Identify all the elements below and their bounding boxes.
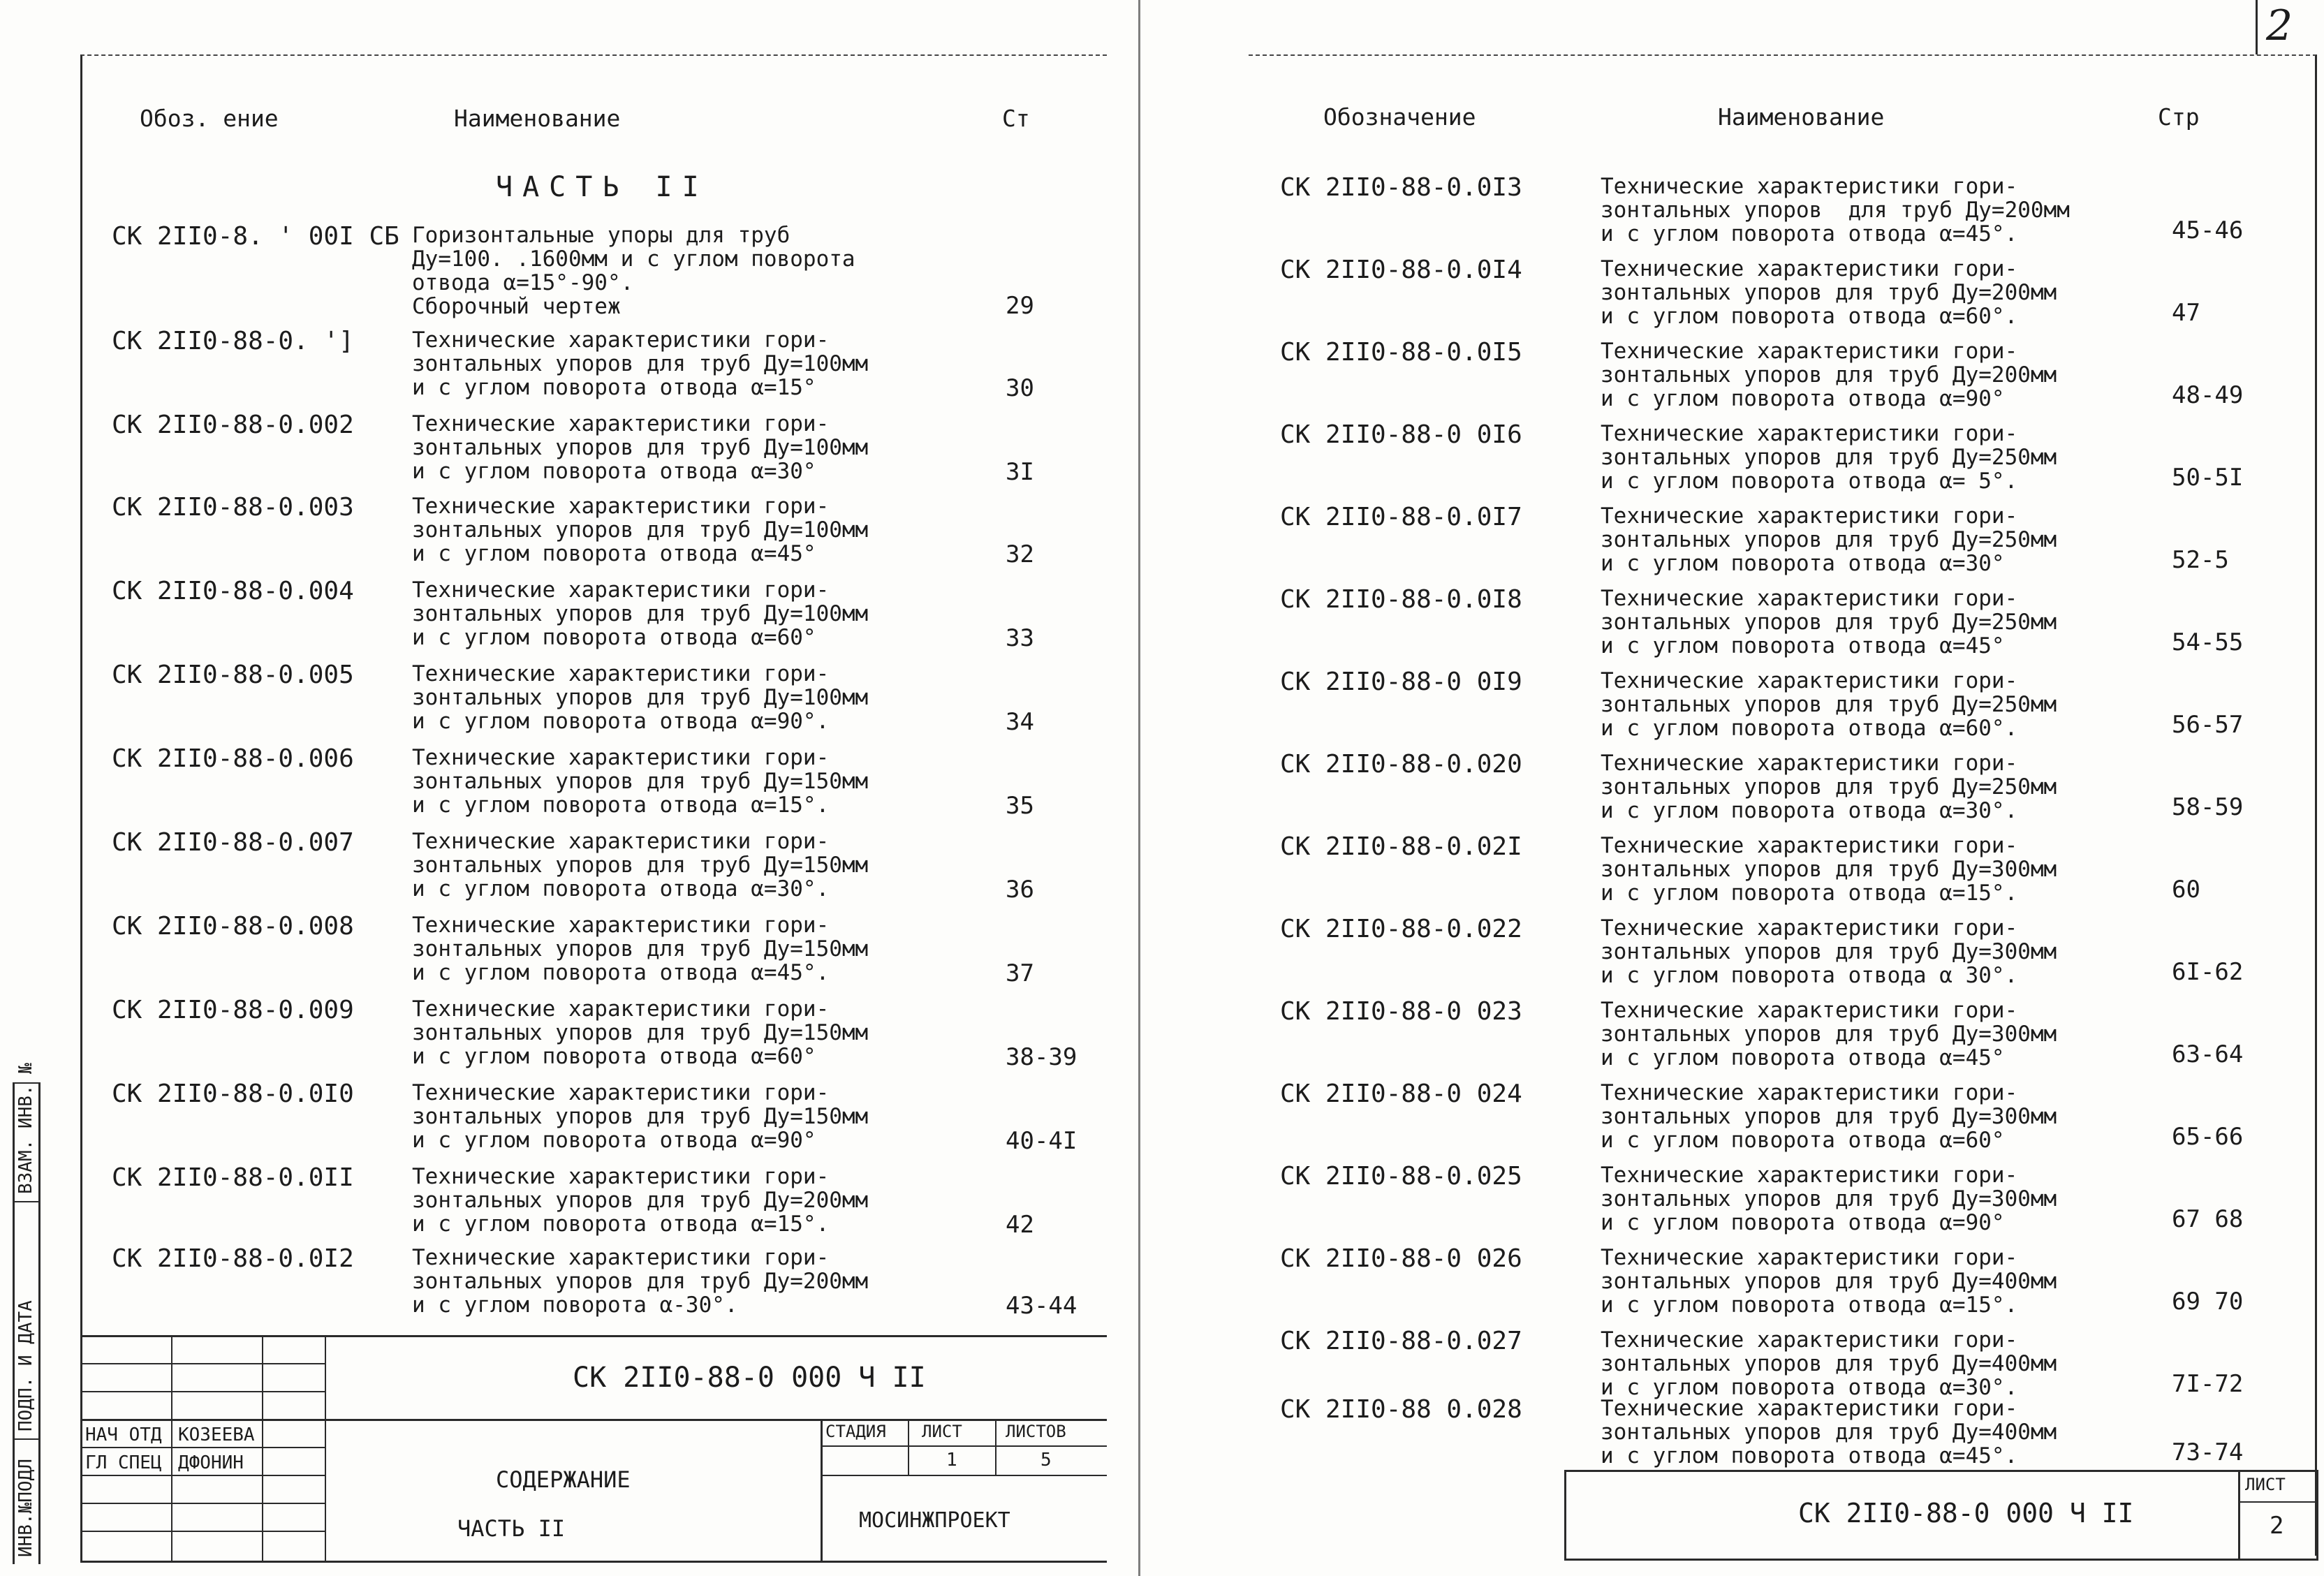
row-page: 34	[1006, 708, 1034, 736]
row-name: Технические характеристики гори- зонтальных упоров для труб Ду=250мм и с углом поворота отвода α=30°.	[1601, 751, 2057, 823]
row-name: Технические характеристики гори- зонтальных упоров для труб Ду=250мм и с углом поворота отвода α= 5°.	[1601, 421, 2057, 494]
side-label-inv: ИНВ.№ПОДЛ	[15, 1459, 36, 1557]
right-doc-code: СК 2II0-88-0 000 Ч II	[1798, 1498, 2134, 1529]
row-page: 69 70	[2172, 1288, 2244, 1316]
row-name: Технические характеристики гори- зонтальных упоров для труб Ду=100мм и с углом поворота отвода α=30°	[412, 411, 869, 484]
row-code: СК 2II0-88-0.022	[1280, 915, 1522, 943]
row-code: СК 2II0-88-0.0I2	[112, 1244, 354, 1273]
row-page: 42	[1006, 1211, 1034, 1239]
role-chief-spec: ГЛ СПЕЦ	[85, 1452, 162, 1473]
row-page: 3I	[1006, 458, 1034, 486]
row-page: 38-39	[1006, 1043, 1078, 1071]
right-sheet-number: 2	[2270, 1512, 2284, 1540]
row-page: 6I-62	[2172, 958, 2244, 986]
row-page: 40-4I	[1006, 1127, 1078, 1155]
row-code: СК 2II0-88-0.0I7	[1280, 503, 1522, 531]
row-code: СК 2II0-88-0 023	[1280, 997, 1522, 1026]
row-name: Технические характеристики гори- зонтальных упоров для труб Ду=300мм и с углом поворота отвода α=45°	[1601, 998, 2057, 1070]
row-code: СК 2II0-88-0.020	[1280, 750, 1522, 779]
row-name: Технические характеристики гори- зонтальных упоров для труб Ду=150мм и с углом поворота отвода α=90°	[412, 1080, 869, 1153]
row-page: 35	[1006, 792, 1034, 820]
stamp-title-part: ЧАСТЬ II	[457, 1515, 566, 1542]
row-page: 30	[1006, 374, 1034, 402]
row-name: Технические характеристики гори- зонтальных упоров для труб Ду=150мм и с углом поворота отвода α=15°.	[412, 745, 869, 818]
row-name: Технические характеристики гори- зонтальных упоров для труб Ду=250мм и с углом поворота отвода α=30°	[1601, 503, 2057, 576]
col-sheets: ЛИСТОВ	[1006, 1422, 1066, 1441]
sheets-total: 5	[1040, 1450, 1052, 1471]
left-doc-code: СК 2II0-88-0 000 Ч II	[573, 1362, 926, 1394]
row-name: Технические характеристики гори- зонтальных упоров для труб Ду=100мм и с углом поворота отвода α=15°	[412, 327, 869, 400]
row-page: 52-5	[2172, 546, 2229, 574]
row-page: 7I-72	[2172, 1370, 2244, 1398]
row-page: 60	[2172, 876, 2200, 904]
row-code: СК 2II0-88-0.0II	[112, 1163, 354, 1192]
row-name: Технические характеристики гори- зонтальных упоров для труб Ду=400мм и с углом поворота отвода α=15°.	[1601, 1245, 2057, 1318]
row-name: Технические характеристики гори- зонтальных упоров для труб Ду=200мм и с углом поворота отвода α=90°	[1601, 339, 2057, 411]
row-page: 37	[1006, 959, 1034, 987]
row-name: Технические характеристики гори- зонтальных упоров для труб Ду=250мм и с углом поворота отвода α=60°.	[1601, 668, 2057, 741]
row-page: 47	[2172, 299, 2200, 327]
row-page: 29	[1006, 292, 1034, 320]
stamp-title-contents: СОДЕРЖАНИЕ	[496, 1466, 631, 1493]
row-name: Технические характеристики гори- зонтальных упоров для труб Ду=250мм и с углом поворота отвода α=45°	[1601, 586, 2057, 658]
row-name: Технические характеристики гори- зонтальных упоров для труб Ду=150мм и с углом поворота отвода α=45°.	[412, 913, 869, 985]
row-name: Технические характеристики гори- зонтальных упоров для труб Ду=200мм и с углом поворота отвода α=60°.	[1601, 256, 2057, 329]
row-code: СК 2II0-88-0.0I5	[1280, 338, 1522, 367]
row-code: СК 2II0-88-0.0I4	[1280, 256, 1522, 284]
row-name: Технические характеристики гори- зонтальных упоров для труб Ду=400мм и с углом поворота отвода α=30°.	[1601, 1327, 2057, 1400]
row-page: 58-59	[2172, 793, 2244, 821]
row-name: Технические характеристики гори- зонтальных упоров для труб Ду=150мм и с углом поворота отвода α=30°.	[412, 829, 869, 901]
row-page: 48-49	[2172, 381, 2244, 409]
right-col-sheet: ЛИСТ	[2245, 1475, 2286, 1494]
row-name: Технические характеристики гори- зонтальных упоров для труб Ду=300мм и с углом поворота отвода α=90°	[1601, 1163, 2057, 1235]
row-name: Технические характеристики гори- зонтальных упоров для труб Ду=200мм и с углом поворота отвода α=45°.	[1601, 174, 2070, 246]
row-code: СК 2II0-8. ' 00I СБ	[112, 222, 399, 251]
row-page: 65-66	[2172, 1123, 2244, 1151]
part-title: ЧАСТЬ II	[496, 171, 709, 203]
row-code: СК 2II0-88-0.006	[112, 744, 354, 773]
row-code: СК 2II0-88-0. ']	[112, 327, 354, 355]
row-name: Горизонтальные упоры для труб Ду=100. .1600мм и с углом поворота отвода α=15°-90°. Сборочный чертеж	[412, 223, 855, 319]
row-page: 56-57	[2172, 711, 2244, 739]
row-page: 50-5I	[2172, 464, 2244, 492]
row-page: 54-55	[2172, 628, 2244, 656]
row-code: СК 2II0-88-0.002	[112, 411, 354, 439]
row-code: СК 2II0-88-0.027	[1280, 1327, 1522, 1355]
right-header-designation: Обозначение	[1323, 103, 1476, 131]
left-header-designation: Обоз. ение	[140, 105, 279, 132]
row-code: СК 2II0-88-0.009	[112, 996, 354, 1024]
row-name: Технические характеристики гори- зонтальных упоров для труб Ду=200мм и с углом поворота отвода α=15°.	[412, 1164, 869, 1237]
row-code: СК 2II0-88-0.003	[112, 493, 354, 522]
row-code: СК 2II0-88-0 026	[1280, 1244, 1522, 1273]
person-kozeeva: КОЗЕЕВА	[178, 1424, 255, 1445]
left-header-page: Ст	[1002, 105, 1030, 132]
person-afonin: ДФОНИН	[178, 1452, 244, 1473]
row-name: Технические характеристики гори- зонтальных упоров для труб Ду=100мм и с углом поворота отвода α=45°	[412, 494, 869, 566]
row-name: Технические характеристики гори- зонтальных упоров для труб Ду=300мм и с углом поворота отвода α=60°	[1601, 1080, 2057, 1153]
row-page: 33	[1006, 624, 1034, 652]
row-name: Технические характеристики гори- зонтальных упоров для труб Ду=300мм и с углом поворота отвода α=15°.	[1601, 833, 2057, 906]
row-page: 63-64	[2172, 1040, 2244, 1068]
row-code: СК 2II0-88-0 024	[1280, 1080, 1522, 1108]
right-header-page: Стр	[2158, 103, 2200, 131]
side-label-sign: ПОДП. И ДАТА	[15, 1300, 36, 1431]
role-head-dept: НАЧ ОТД	[85, 1424, 162, 1445]
row-name: Технические характеристики гори- зонтальных упоров для труб Ду=100мм и с углом поворота отвода α=90°.	[412, 661, 869, 734]
col-sheet: ЛИСТ	[922, 1422, 962, 1441]
row-code: СК 2II0-88-0.008	[112, 912, 354, 941]
row-name: Технические характеристики гори- зонтальных упоров для труб Ду=300мм и с углом поворота отвода α 30°.	[1601, 915, 2057, 988]
row-name: Технические характеристики гори- зонтальных упоров для труб Ду=400мм и с углом поворота отвода α=45°.	[1601, 1396, 2057, 1468]
fold-line	[1138, 0, 1140, 1576]
row-code: СК 2II0-88-0 0I9	[1280, 668, 1522, 696]
row-code: СК 2II0-88-0.0I0	[112, 1080, 354, 1108]
row-code: СК 2II0-88-0.02I	[1280, 832, 1522, 861]
row-name: Технические характеристики гори- зонтальных упоров для труб Ду=200мм и с углом поворота α-30°.	[412, 1245, 869, 1318]
col-stage: СТАДИЯ	[825, 1422, 886, 1441]
row-code: СК 2II0-88-0 0I6	[1280, 420, 1522, 449]
right-header-name: Наименование	[1718, 103, 1885, 131]
row-code: СК 2II0-88-0.005	[112, 661, 354, 689]
row-code: СК 2II0-88-0.0I8	[1280, 585, 1522, 614]
row-code: СК 2II0-88-0.0I3	[1280, 173, 1522, 202]
row-name: Технические характеристики гори- зонтальных упоров для труб Ду=100мм и с углом поворота отвода α=60°	[412, 577, 869, 650]
corner-page-number: 2	[2266, 1, 2293, 50]
row-name: Технические характеристики гори- зонтальных упоров для труб Ду=150мм и с углом поворота отвода α=60°	[412, 996, 869, 1069]
row-page: 73-74	[2172, 1438, 2244, 1466]
row-page: 36	[1006, 876, 1034, 904]
organization-name: МОСИНЖПРОЕКТ	[859, 1508, 1010, 1533]
sheet-number: 1	[946, 1450, 957, 1471]
row-code: СК 2II0-88 0.028	[1280, 1395, 1522, 1424]
side-label-replace: ВЗАМ. ИНВ. №	[15, 1063, 36, 1194]
row-page: 67 68	[2172, 1205, 2244, 1233]
row-page: 45-46	[2172, 216, 2244, 244]
row-page: 43-44	[1006, 1292, 1078, 1320]
row-page: 32	[1006, 540, 1034, 568]
row-code: СК 2II0-88-0.004	[112, 577, 354, 605]
row-code: СК 2II0-88-0.007	[112, 828, 354, 857]
left-header-name: Наименование	[454, 105, 621, 132]
row-code: СК 2II0-88-0.025	[1280, 1162, 1522, 1191]
